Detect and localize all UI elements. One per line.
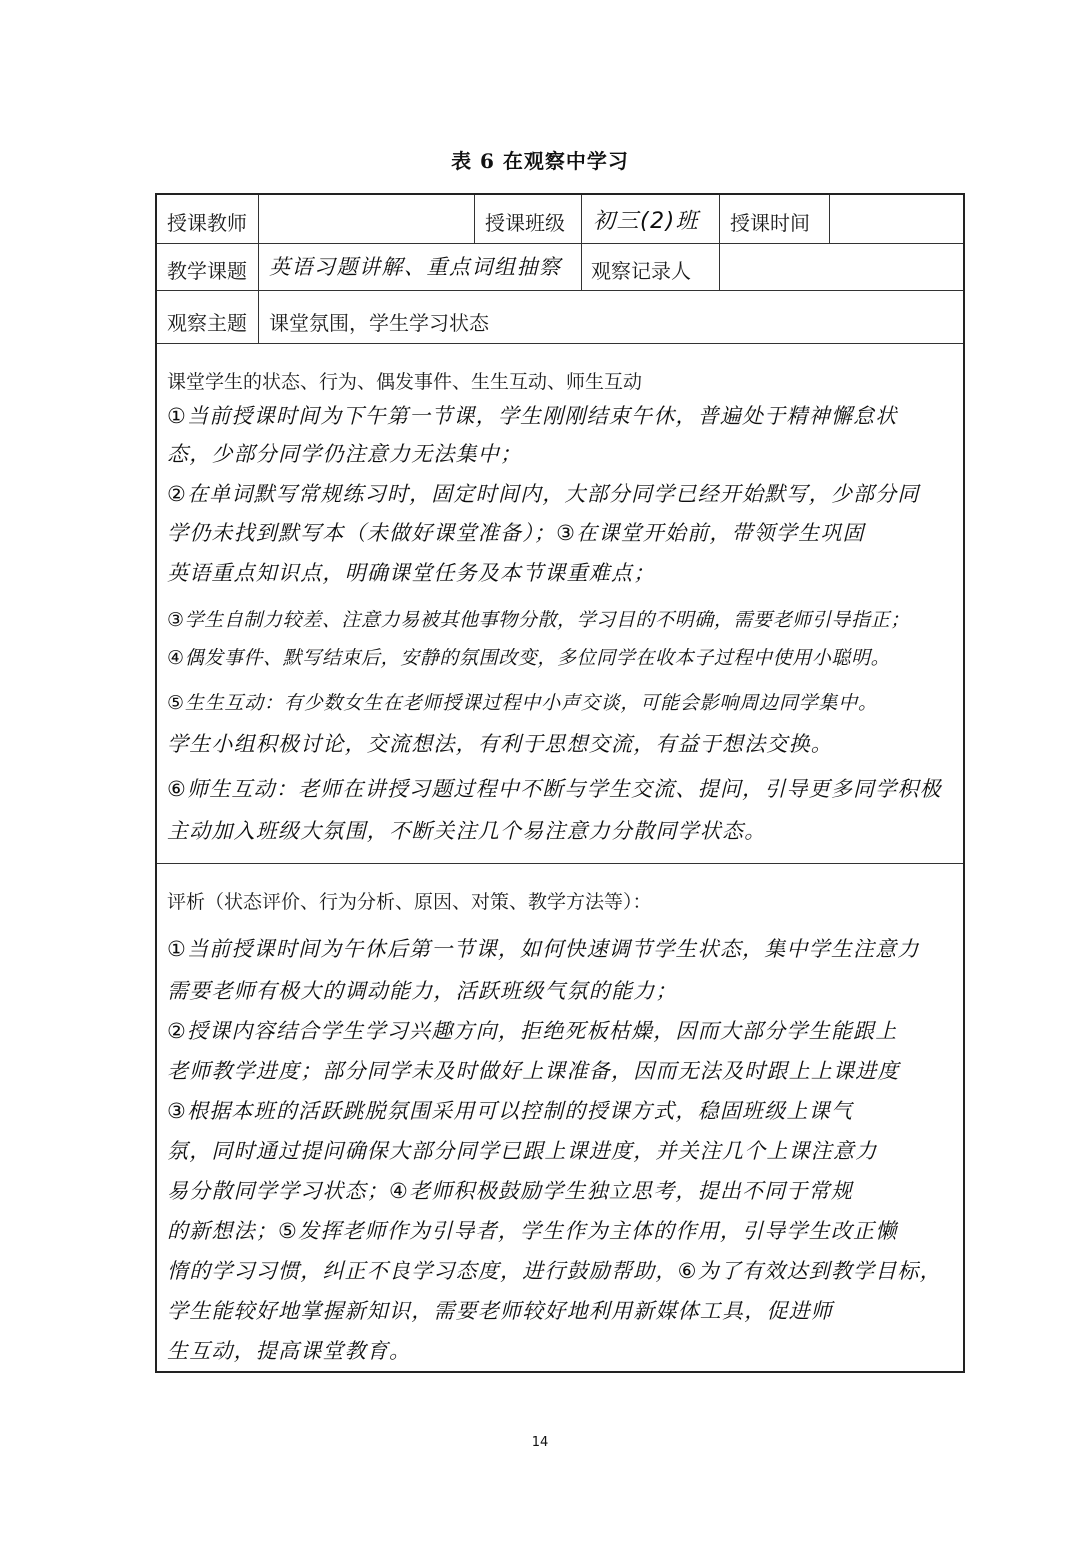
analysis-line: 的新想法；⑤发挥老师作为引导者，学生作为主体的作用，引导学生改正懒 [167,1219,898,1243]
observation-line: 态，少部分同学仍注意力无法集中； [167,442,523,466]
observation-line: ②在单词默写常规练习时，固定时间内，大部分同学已经开始默写，少部分同 [167,482,920,506]
col-divider [258,195,259,343]
analysis-line: 氛，同时通过提问确保大部分同学已跟上课进度，并关注几个上课注意力 [167,1139,878,1163]
row-divider [157,243,963,244]
analysis-line: ②授课内容结合学生学习兴趣方向，拒绝死板枯燥，因而大部分学生能跟上 [167,1019,898,1043]
observation-line: ③学生自制力较差、注意力易被其他事物分散，学习目的不明确，需要老师引导指正； [167,609,910,631]
recorder-label: 观察记录人 [591,259,691,283]
theme-label: 观察主题 [167,311,247,335]
observation-line: ⑤生生互动：有少数女生在老师授课过程中小声交谈，可能会影响周边同学集中。 [167,692,878,714]
col-divider [719,195,720,290]
theme-value: 课堂氛围，学生学习状态 [269,311,489,335]
teacher-label: 授课教师 [167,211,247,235]
analysis-line: 学生能较好地掌握新知识，需要老师较好地利用新媒体工具，促进师 [167,1299,833,1323]
observation-line: 英语重点知识点，明确课堂任务及本节课重难点； [167,561,656,585]
observation-heading: 课堂学生的状态、行为、偶发事件、生生互动、师生互动 [167,371,643,393]
analysis-line: ①当前授课时间为午休后第一节课，如何快速调节学生状态，集中学生注意力 [167,937,920,961]
row-divider [157,343,963,344]
class-value: 初三(2)班 [593,209,700,234]
observation-line: 主动加入班级大氛围，不断关注几个易注意力分散同学状态。 [167,819,767,843]
analysis-line: 老师教学进度；部分同学未及时做好上课准备，因而无法及时跟上上课进度 [167,1059,900,1083]
time-label: 授课时间 [730,211,810,235]
topic-value: 英语习题讲解、重点词组抽察 [269,255,562,279]
observation-table [155,193,965,1373]
observation-line: ④偶发事件、默写结束后，安静的氛围改变，多位同学在收本子过程中使用小聪明。 [167,647,891,669]
page-title: 表 6 在观察中学习 [451,149,629,173]
analysis-line: 惰的学习习惯，纠正不良学习态度，进行鼓励帮助，⑥为了有效达到教学目标， [167,1259,942,1283]
observation-line: ⑥师生互动：老师在讲授习题过程中不断与学生交流、提问，引导更多同学积极 [167,777,942,801]
analysis-line: 易分散同学学习状态；④老师积极鼓励学生独立思考，提出不同于常规 [167,1179,854,1203]
observation-line: ①当前授课时间为下午第一节课，学生刚刚结束午休，普遍处于精神懈怠状 [167,404,898,428]
topic-label: 教学课题 [167,259,247,283]
class-label: 授课班级 [485,211,565,235]
col-divider [474,195,475,243]
observation-line: 学仍未找到默写本（未做好课堂准备）；③在课堂开始前，带领学生巩固 [167,521,865,545]
page-number: 14 [531,1435,549,1450]
analysis-line: ③根据本班的活跃跳脱氛围采用可以控制的授课方式，稳固班级上课气 [167,1099,854,1123]
observation-line: 学生小组积极讨论，交流想法，有利于思想交流，有益于想法交换。 [167,732,833,756]
row-divider [157,863,963,864]
col-divider [581,195,582,290]
analysis-heading: 评析（状态评价、行为分析、原因、对策、教学方法等）： [167,891,652,913]
row-divider [157,290,963,291]
analysis-line: 需要老师有极大的调动能力，活跃班级气氛的能力； [167,979,678,1003]
analysis-line: 生互动，提高课堂教育。 [167,1339,412,1363]
col-divider [829,195,830,243]
